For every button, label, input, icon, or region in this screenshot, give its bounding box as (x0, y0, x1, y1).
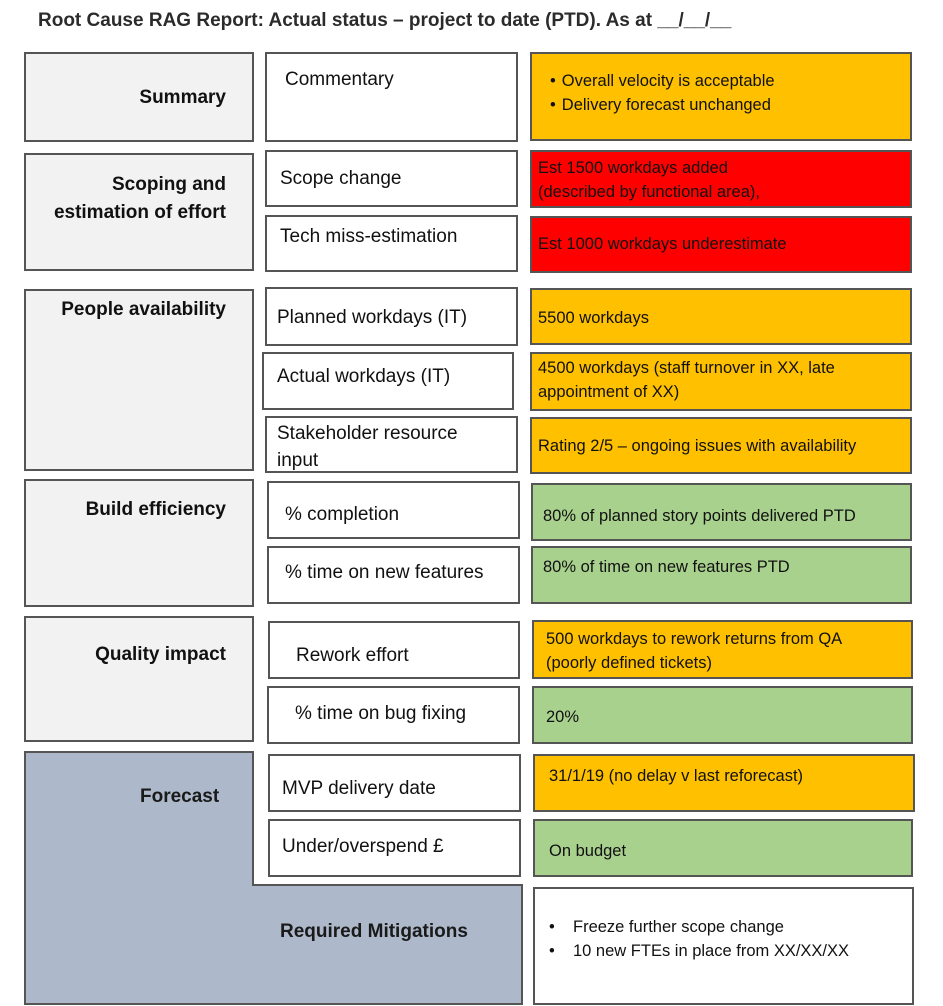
value-mitigations (533, 887, 914, 1005)
commentary-bullet: • Delivery forecast unchanged (550, 93, 904, 117)
actual-workdays-line2: appointment of XX) (538, 383, 680, 401)
label-actual-workdays-text: Actual workdays (IT) (277, 366, 451, 387)
label-mvp-delivery-date-text: MVP delivery date (282, 778, 436, 799)
label-time-new-features (267, 546, 520, 604)
mitigation-bullet: • Freeze further scope change (545, 915, 906, 939)
value-planned-workdays: 5500 workdays (530, 288, 912, 345)
section-summary (24, 52, 254, 142)
rework-effort-line2: (poorly defined tickets) (546, 654, 712, 672)
label-bug-fixing-text: % time on bug fixing (295, 703, 467, 724)
scope-change-line2: (described by functional area), (538, 183, 760, 201)
label-stakeholder-input-line2: input (277, 450, 319, 471)
label-percent-completion (267, 481, 520, 539)
label-planned-workdays-text: Planned workdays (IT) (277, 307, 468, 328)
label-percent-completion-text: % completion (285, 504, 400, 525)
label-under-overspend-text: Under/overspend £ (282, 836, 444, 857)
label-tech-miss-estimation (265, 215, 518, 272)
value-commentary (530, 52, 912, 141)
value-percent-completion: 80% of planned story points delivered PTD (531, 483, 912, 541)
value-bug-fixing: 20% (532, 686, 913, 744)
value-tech-miss-estimation: Est 1000 workdays underestimate (530, 216, 912, 273)
label-scope-change (265, 150, 518, 207)
label-commentary (265, 52, 518, 142)
label-commentary-text: Commentary (285, 69, 394, 90)
label-bug-fixing (267, 686, 520, 744)
value-stakeholder-input: Rating 2/5 – ongoing issues with availability (530, 417, 912, 474)
mitigation-bullet: • 10 new FTEs in place from XX/XX/XX (545, 939, 906, 963)
rework-effort-line1: 500 workdays to rework returns from QA (546, 630, 843, 648)
section-scoping-label-line2: estimation of effort (53, 202, 226, 223)
value-mvp-delivery-date: 31/1/19 (no delay v last reforecast) (533, 754, 915, 812)
label-mvp-delivery-date (268, 754, 521, 812)
label-stakeholder-input-line1: Stakeholder resource (277, 423, 458, 444)
section-people-label: People availability (61, 299, 226, 320)
section-summary-label: Summary (139, 87, 226, 108)
label-tech-miss-estimation-text: Tech miss-estimation (280, 226, 458, 247)
label-time-new-features-text: % time on new features (285, 562, 484, 583)
label-under-overspend (268, 819, 521, 877)
value-actual-workdays (530, 352, 912, 411)
label-stakeholder-input (265, 416, 518, 473)
label-scope-change-text: Scope change (280, 168, 402, 189)
section-build-label: Build efficiency (85, 499, 226, 520)
actual-workdays-line1: 4500 workdays (staff turnover in XX, late (538, 359, 835, 377)
value-time-new-features: 80% of time on new features PTD (531, 546, 912, 604)
commentary-bullet: • Overall velocity is acceptable (550, 69, 904, 93)
report-title: Root Cause RAG Report: Actual status – project to date (PTD). As at __/__/__ (38, 10, 732, 31)
section-people (24, 289, 254, 471)
section-forecast-label: Forecast (140, 786, 220, 807)
section-build (24, 479, 254, 607)
section-scoping (24, 153, 254, 271)
label-rework-effort (268, 621, 520, 679)
label-actual-workdays (262, 352, 514, 410)
scope-change-line1: Est 1500 workdays added (538, 159, 728, 177)
value-under-overspend: On budget (533, 819, 913, 877)
label-planned-workdays (265, 287, 518, 346)
section-quality (24, 616, 254, 742)
label-rework-effort-text: Rework effort (296, 645, 409, 666)
section-scoping-label-line1: Scoping and (112, 174, 226, 195)
section-mitigations-label: Required Mitigations (280, 921, 468, 942)
value-scope-change (530, 150, 912, 208)
value-rework-effort (532, 620, 913, 679)
section-quality-label: Quality impact (95, 644, 226, 665)
